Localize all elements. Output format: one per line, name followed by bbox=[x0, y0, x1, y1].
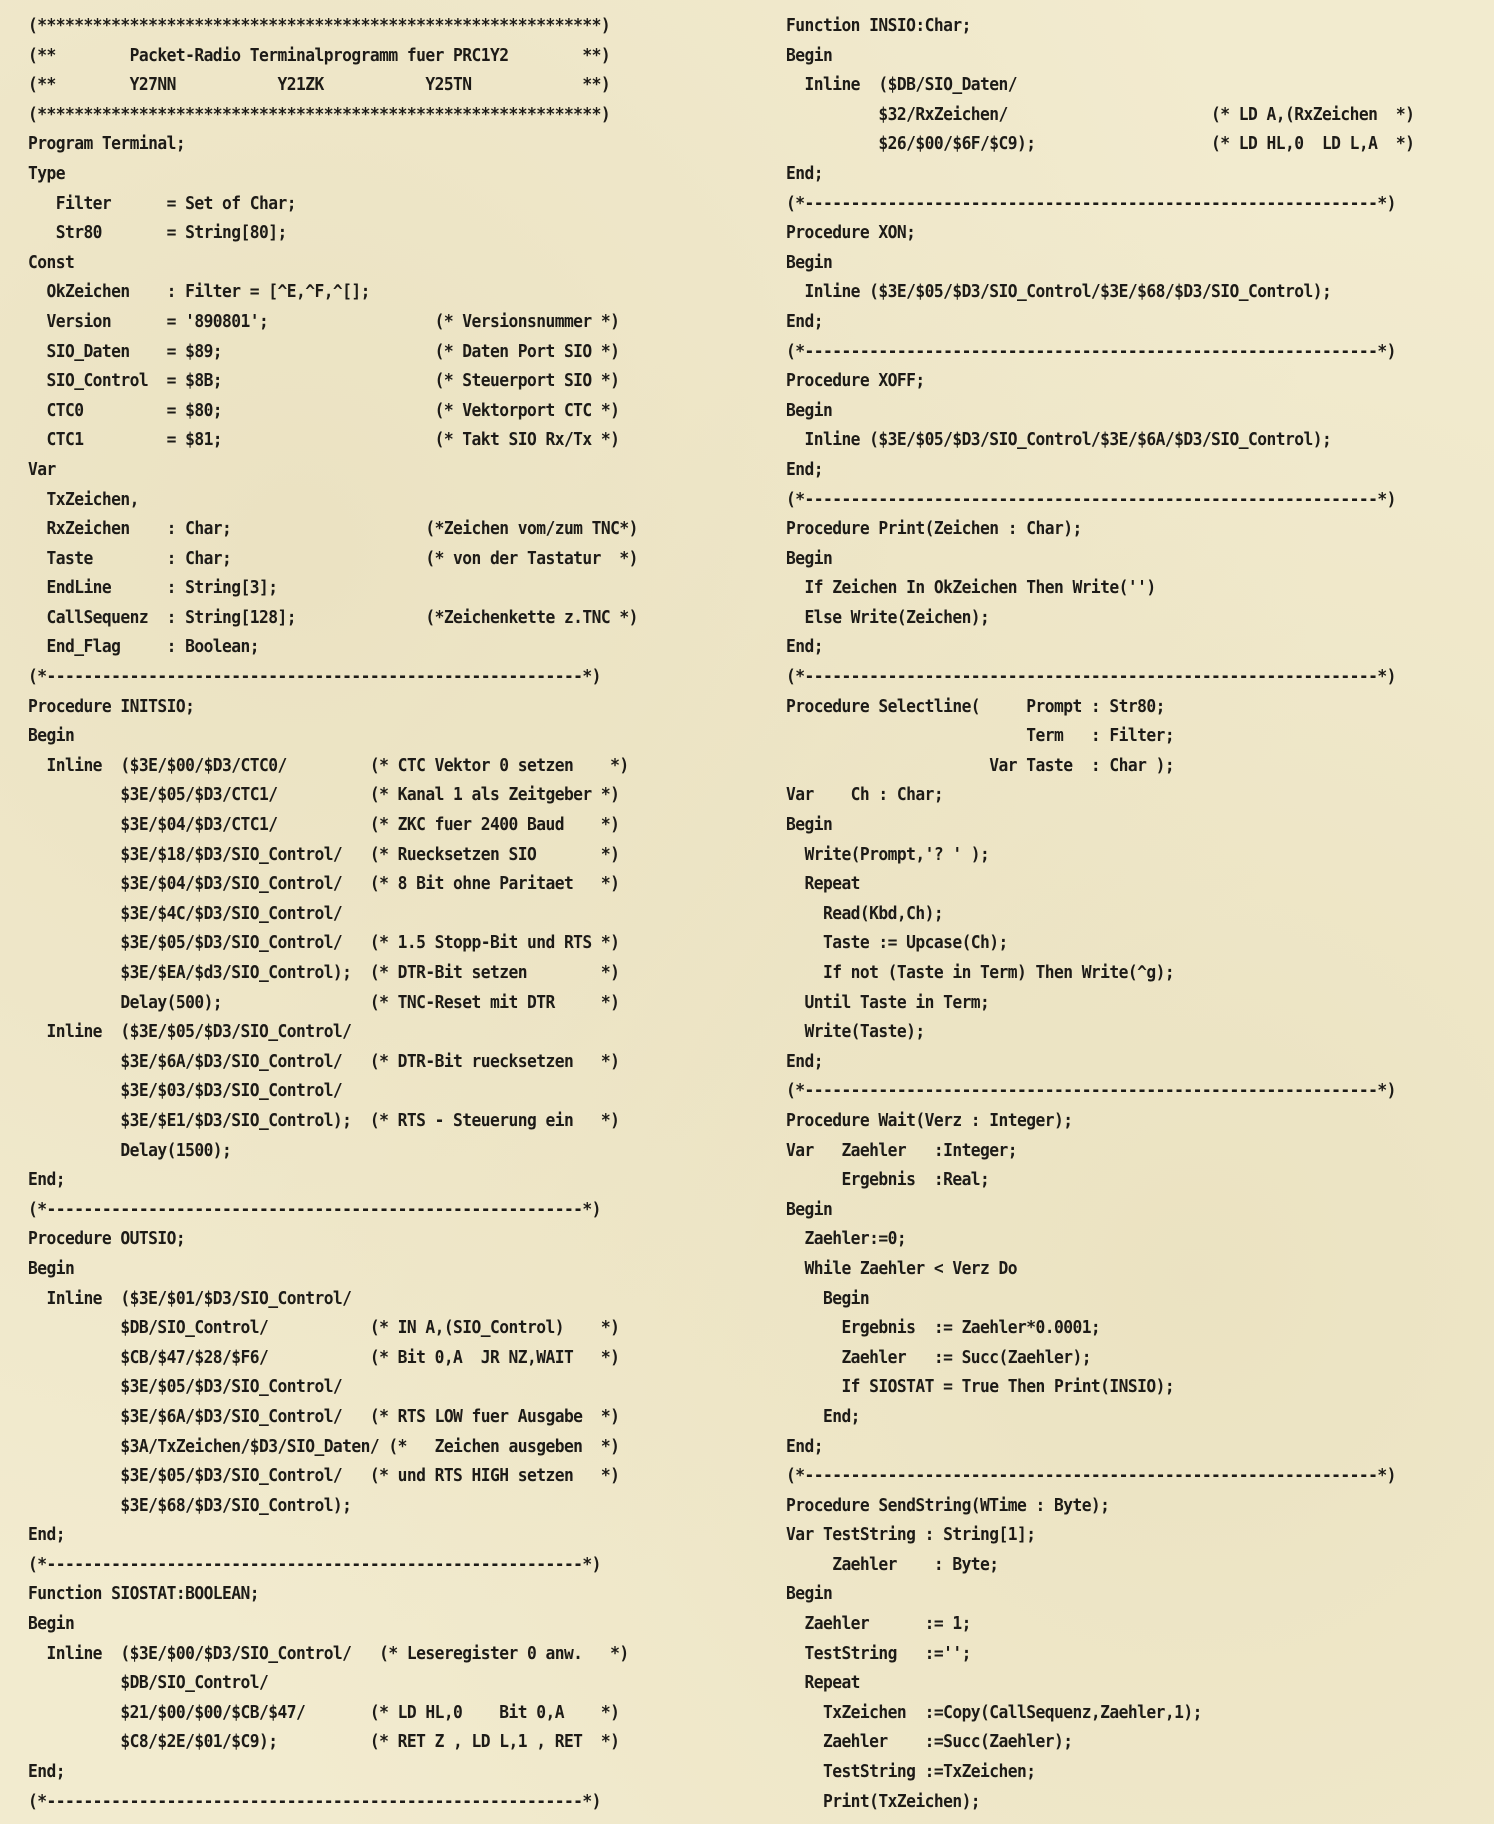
code-line: End; bbox=[786, 1436, 823, 1457]
code-line: Else Write(Zeichen); bbox=[786, 607, 990, 628]
code-line: Function INSIO:Char; bbox=[786, 16, 971, 36]
code-line: Function SIOSTAT:BOOLEAN; bbox=[28, 1584, 260, 1605]
code-line: Type bbox=[28, 163, 65, 184]
code-line: CTC1 = $81; (* Takt SIO Rx/Tx *) bbox=[28, 430, 620, 451]
code-line: Const bbox=[28, 252, 75, 273]
code-line: Procedure INITSIO; bbox=[28, 696, 195, 717]
code-line: Begin bbox=[786, 815, 833, 836]
code-line: $26/$00/$6F/$C9); (* LD HL,0 LD L,A *) bbox=[786, 134, 1415, 155]
code-line: TestString :=''; bbox=[786, 1643, 971, 1664]
code-line: If SIOSTAT = True Then Print(INSIO); bbox=[786, 1377, 1175, 1398]
code-line: Zaehler : Byte; bbox=[786, 1554, 999, 1575]
code-line: Procedure Selectline( Prompt : Str80; bbox=[786, 696, 1165, 717]
code-line: Inline ($DB/SIO_Daten/ bbox=[786, 75, 1018, 96]
code-line: End; bbox=[28, 1762, 65, 1783]
code-line: End; bbox=[28, 1170, 65, 1191]
code-line: Begin bbox=[786, 1288, 870, 1309]
code-line: Inline ($3E/$05/$D3/SIO_Control/ bbox=[28, 1022, 352, 1043]
code-line: Filter = Set of Char; bbox=[28, 193, 296, 214]
code-line: Delay(500); (* TNC-Reset mit DTR *) bbox=[28, 992, 620, 1013]
code-line: Begin bbox=[786, 45, 833, 66]
code-line: $3E/$EA/$d3/SIO_Control); (* DTR-Bit setzen *) bbox=[28, 963, 620, 983]
code-line: (** Packet-Radio Terminalprogramm fuer PRC1Y2 **) bbox=[28, 45, 611, 66]
code-line: OkZeichen : Filter = [^E,^F,^[]; bbox=[28, 282, 370, 303]
code-line: Inline ($3E/$00/$D3/SIO_Control/ (* Leseregister 0 anw. *) bbox=[28, 1643, 629, 1664]
code-line: Ergebnis := Zaehler*0.0001; bbox=[786, 1318, 1101, 1339]
code-line: CallSequenz : String[128]; (*Zeichenkette z.TNC *) bbox=[28, 607, 638, 628]
listing-left-column bbox=[28, 12, 718, 1817]
code-line: End; bbox=[28, 1525, 65, 1546]
code-line: Version = '890801'; (* Versionsnummer *) bbox=[28, 311, 620, 332]
code-line: (*--------------------------------------------------------------*) bbox=[786, 341, 1396, 362]
code-line: Write(Taste); bbox=[786, 1022, 925, 1043]
code-line: Zaehler :=Succ(Zaehler); bbox=[786, 1732, 1073, 1753]
code-line: Var Ch : Char; bbox=[786, 785, 944, 806]
code-line: Term : Filter; bbox=[786, 726, 1175, 747]
code-line: End; bbox=[786, 1406, 860, 1427]
code-line: Taste := Upcase(Ch); bbox=[786, 933, 1008, 954]
code-line: TxZeichen, bbox=[28, 489, 139, 510]
code-line: $3E/$6A/$D3/SIO_Control/ (* RTS LOW fuer Ausgabe *) bbox=[28, 1406, 620, 1427]
code-line: Begin bbox=[28, 1614, 75, 1635]
code-line: TestString :=TxZeichen; bbox=[786, 1762, 1036, 1783]
code-line: (** Y27NN Y21ZK Y25TN **) bbox=[28, 75, 611, 96]
code-line: RxZeichen : Char; (*Zeichen vom/zum TNC*) bbox=[28, 519, 638, 540]
code-line: SIO_Control = $8B; (* Steuerport SIO *) bbox=[28, 371, 620, 392]
code-line: Begin bbox=[786, 548, 833, 569]
code-line: Delay(1500); bbox=[28, 1140, 232, 1161]
code-line: If not (Taste in Term) Then Write(^g); bbox=[786, 963, 1175, 983]
code-line: (*----------------------------------------------------------*) bbox=[28, 1791, 601, 1812]
code-line: $32/RxZeichen/ (* LD A,(RxZeichen *) bbox=[786, 104, 1415, 125]
code-line: Begin bbox=[786, 252, 833, 273]
code-line: $21/$00/$00/$CB/$47/ (* LD HL,0 Bit 0,A *) bbox=[28, 1702, 620, 1723]
code-line: Var Zaehler :Integer; bbox=[786, 1140, 1018, 1161]
code-line: Var TestString : String[1]; bbox=[786, 1525, 1036, 1546]
code-line: Write(Prompt,'? ' ); bbox=[786, 844, 990, 865]
code-line: Begin bbox=[28, 726, 75, 747]
code-line: Procedure XON; bbox=[786, 223, 916, 244]
listing-right-column bbox=[786, 12, 1476, 1817]
code-line: Begin bbox=[786, 400, 833, 421]
code-line: $3E/$18/$D3/SIO_Control/ (* Ruecksetzen SIO *) bbox=[28, 844, 620, 865]
code-line: (*--------------------------------------------------------------*) bbox=[786, 193, 1396, 214]
code-line: (*************************************************************) bbox=[28, 16, 611, 36]
code-line: Var bbox=[28, 459, 56, 480]
code-line: Procedure XOFF; bbox=[786, 371, 925, 392]
code-line: $3E/$05/$D3/SIO_Control/ bbox=[28, 1377, 343, 1398]
code-line: $DB/SIO_Control/ bbox=[28, 1673, 269, 1694]
code-line: $3E/$6A/$D3/SIO_Control/ (* DTR-Bit ruecksetzen *) bbox=[28, 1051, 620, 1072]
code-line: (*----------------------------------------------------------*) bbox=[28, 1554, 601, 1575]
code-line: End; bbox=[786, 1051, 823, 1072]
code-line: $C8/$2E/$01/$C9); (* RET Z , LD L,1 , RET *) bbox=[28, 1732, 620, 1753]
code-line: $3E/$05/$D3/SIO_Control/ (* und RTS HIGH setzen *) bbox=[28, 1466, 620, 1487]
code-line: Read(Kbd,Ch); bbox=[786, 903, 944, 924]
code-line: End; bbox=[786, 637, 823, 658]
code-line: End_Flag : Boolean; bbox=[28, 637, 260, 658]
code-line: (*----------------------------------------------------------*) bbox=[28, 667, 601, 688]
code-line: (*--------------------------------------------------------------*) bbox=[786, 489, 1396, 510]
code-line: Print(TxZeichen); bbox=[786, 1791, 981, 1812]
code-line: $3E/$04/$D3/CTC1/ (* ZKC fuer 2400 Baud *) bbox=[28, 815, 620, 836]
code-line: Zaehler := 1; bbox=[786, 1614, 971, 1635]
code-line: (*************************************************************) bbox=[28, 104, 611, 125]
code-line: $3E/$4C/$D3/SIO_Control/ bbox=[28, 903, 343, 924]
code-line: While Zaehler < Verz Do bbox=[786, 1258, 1018, 1279]
code-line: $3E/$03/$D3/SIO_Control/ bbox=[28, 1081, 343, 1102]
code-line: Repeat bbox=[786, 874, 860, 895]
code-line: (*--------------------------------------------------------------*) bbox=[786, 667, 1396, 688]
code-line: $3E/$05/$D3/CTC1/ (* Kanal 1 als Zeitgeber *) bbox=[28, 785, 620, 806]
code-line: Zaehler := Succ(Zaehler); bbox=[786, 1347, 1091, 1368]
code-line: End; bbox=[786, 163, 823, 184]
code-line: End; bbox=[786, 311, 823, 332]
code-line: Var Taste : Char ); bbox=[786, 755, 1175, 776]
code-line: Zaehler:=0; bbox=[786, 1229, 907, 1250]
code-line: $DB/SIO_Control/ (* IN A,(SIO_Control) *) bbox=[28, 1318, 620, 1339]
code-line: Str80 = String[80]; bbox=[28, 223, 287, 244]
code-line: SIO_Daten = $89; (* Daten Port SIO *) bbox=[28, 341, 620, 362]
code-line: Ergebnis :Real; bbox=[786, 1170, 990, 1191]
code-line: $3E/$68/$D3/SIO_Control); bbox=[28, 1495, 352, 1516]
code-line: Procedure Wait(Verz : Integer); bbox=[786, 1110, 1073, 1131]
code-line: Procedure SendString(WTime : Byte); bbox=[786, 1495, 1110, 1516]
code-line: Begin bbox=[28, 1258, 75, 1279]
code-line: CTC0 = $80; (* Vektorport CTC *) bbox=[28, 400, 620, 421]
code-line: Taste : Char; (* von der Tastatur *) bbox=[28, 548, 638, 569]
code-line: Inline ($3E/$00/$D3/CTC0/ (* CTC Vektor 0 setzen *) bbox=[28, 755, 629, 776]
code-line: Begin bbox=[786, 1584, 833, 1605]
code-line: $3E/$E1/$D3/SIO_Control); (* RTS - Steuerung ein *) bbox=[28, 1110, 620, 1131]
code-line: Program Terminal; bbox=[28, 134, 186, 155]
code-line: Procedure Print(Zeichen : Char); bbox=[786, 519, 1082, 540]
code-line: (*----------------------------------------------------------*) bbox=[28, 1199, 601, 1220]
code-line: Procedure OUTSIO; bbox=[28, 1229, 186, 1250]
code-line: $3A/TxZeichen/$D3/SIO_Daten/ (* Zeichen ausgeben *) bbox=[28, 1436, 620, 1457]
code-line: Inline ($3E/$01/$D3/SIO_Control/ bbox=[28, 1288, 352, 1309]
code-line: Inline ($3E/$05/$D3/SIO_Control/$3E/$6A/$D3/SIO_Control); bbox=[786, 430, 1332, 451]
code-line: $3E/$05/$D3/SIO_Control/ (* 1.5 Stopp-Bit und RTS *) bbox=[28, 933, 620, 954]
code-line: EndLine : String[3]; bbox=[28, 578, 278, 599]
code-line: Inline ($3E/$05/$D3/SIO_Control/$3E/$68/$D3/SIO_Control); bbox=[786, 282, 1332, 303]
code-line: End; bbox=[786, 459, 823, 480]
code-line: $3E/$04/$D3/SIO_Control/ (* 8 Bit ohne Paritaet *) bbox=[28, 874, 620, 895]
code-line: Repeat bbox=[786, 1673, 860, 1694]
code-line: $CB/$47/$28/$F6/ (* Bit 0,A JR NZ,WAIT *) bbox=[28, 1347, 620, 1368]
code-line: (*--------------------------------------------------------------*) bbox=[786, 1081, 1396, 1102]
code-line: If Zeichen In OkZeichen Then Write('') bbox=[786, 578, 1156, 599]
code-line: (*--------------------------------------------------------------*) bbox=[786, 1466, 1396, 1487]
code-line: Begin bbox=[786, 1199, 833, 1220]
code-line: TxZeichen :=Copy(CallSequenz,Zaehler,1); bbox=[786, 1702, 1202, 1723]
code-line: Until Taste in Term; bbox=[786, 992, 990, 1013]
